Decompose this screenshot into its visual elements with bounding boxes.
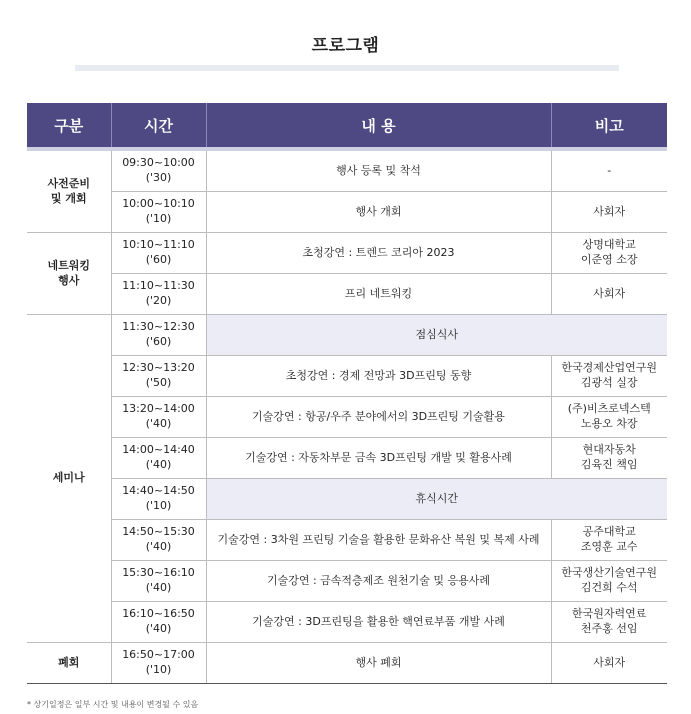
table-row bbox=[27, 233, 667, 274]
row-note: 한국경제산업연구원 김광석 실장 bbox=[551, 356, 667, 397]
row-time: 12:30~13:20 ('50) bbox=[111, 356, 206, 397]
row-note: 한국생산기술연구원 김건희 수석 bbox=[551, 561, 667, 602]
row-note: (주)비츠로넥스텍 노용오 차장 bbox=[551, 397, 667, 438]
row-note: 상명대학교 이준영 소장 bbox=[551, 233, 667, 274]
row-content: 프리 네트워킹 bbox=[206, 274, 551, 315]
row-content: 기술강연 : 자동차부문 금속 3D프린팅 개발 및 활용사례 bbox=[206, 438, 551, 479]
table-row bbox=[27, 356, 667, 397]
program-table bbox=[27, 103, 667, 684]
row-time: 16:10~16:50 ('40) bbox=[111, 602, 206, 643]
table-row bbox=[27, 561, 667, 602]
table-header-row bbox=[27, 103, 667, 149]
row-time: 09:30~10:00 ('30) bbox=[111, 149, 206, 192]
footnote: * 상기일정은 일부 시간 및 내용이 변경될 수 있음 bbox=[27, 700, 199, 709]
row-content: 초청강연 : 경제 전망과 3D프린팅 동향 bbox=[206, 356, 551, 397]
page-title: 프로그램 bbox=[311, 36, 380, 56]
table-row bbox=[27, 438, 667, 479]
row-time: 15:30~16:10 ('40) bbox=[111, 561, 206, 602]
row-content: 기술강연 : 항공/우주 분야에서의 3D프린팅 기술활용 bbox=[206, 397, 551, 438]
header-time: 시간 bbox=[111, 103, 206, 149]
table-row bbox=[27, 520, 667, 561]
row-time: 11:10~11:30 ('20) bbox=[111, 274, 206, 315]
table-row bbox=[27, 479, 667, 520]
group-closing: 폐회 bbox=[27, 643, 111, 684]
table-row bbox=[27, 315, 667, 356]
lunch-break: 점심식사 bbox=[206, 315, 667, 356]
group-networking: 네트워킹 행사 bbox=[27, 233, 111, 315]
row-note: 사회자 bbox=[551, 192, 667, 233]
table-row bbox=[27, 643, 667, 684]
row-content: 기술강연 : 금속적층제조 원천기술 및 응용사례 bbox=[206, 561, 551, 602]
row-time: 14:40~14:50 ('10) bbox=[111, 479, 206, 520]
row-note: 한국원자력연료 천주홍 선임 bbox=[551, 602, 667, 643]
header-category: 구분 bbox=[27, 103, 111, 149]
row-time: 13:20~14:00 ('40) bbox=[111, 397, 206, 438]
row-time: 10:00~10:10 ('10) bbox=[111, 192, 206, 233]
header-note: 비고 bbox=[551, 103, 667, 149]
row-note: 공주대학교 조영훈 교수 bbox=[551, 520, 667, 561]
table-row bbox=[27, 602, 667, 643]
group-prep: 사전준비 및 개회 bbox=[27, 149, 111, 233]
row-time: 14:50~15:30 ('40) bbox=[111, 520, 206, 561]
row-content: 초청강연 : 트렌드 코리아 2023 bbox=[206, 233, 551, 274]
header-content: 내 용 bbox=[206, 103, 551, 149]
row-time: 10:10~11:10 ('60) bbox=[111, 233, 206, 274]
row-time: 14:00~14:40 ('40) bbox=[111, 438, 206, 479]
row-time: 11:30~12:30 ('60) bbox=[111, 315, 206, 356]
row-note: - bbox=[551, 149, 667, 192]
table-row bbox=[27, 274, 667, 315]
row-time: 16:50~17:00 ('10) bbox=[111, 643, 206, 684]
row-content: 행사 폐회 bbox=[206, 643, 551, 684]
row-content: 기술강연 : 3차원 프린팅 기술을 활용한 문화유산 복원 및 복제 사례 bbox=[206, 520, 551, 561]
title-underline-bar bbox=[75, 65, 619, 71]
rest-break: 휴식시간 bbox=[206, 479, 667, 520]
group-seminar: 세미나 bbox=[27, 315, 111, 643]
row-content: 행사 개회 bbox=[206, 192, 551, 233]
table-row bbox=[27, 149, 667, 192]
table-row bbox=[27, 192, 667, 233]
row-note: 사회자 bbox=[551, 643, 667, 684]
row-content: 기술강연 : 3D프린팅을 활용한 핵연료부품 개발 사례 bbox=[206, 602, 551, 643]
row-content: 행사 등록 및 착석 bbox=[206, 149, 551, 192]
row-note: 현대자동차 김육진 책임 bbox=[551, 438, 667, 479]
row-note: 사회자 bbox=[551, 274, 667, 315]
table-row bbox=[27, 397, 667, 438]
